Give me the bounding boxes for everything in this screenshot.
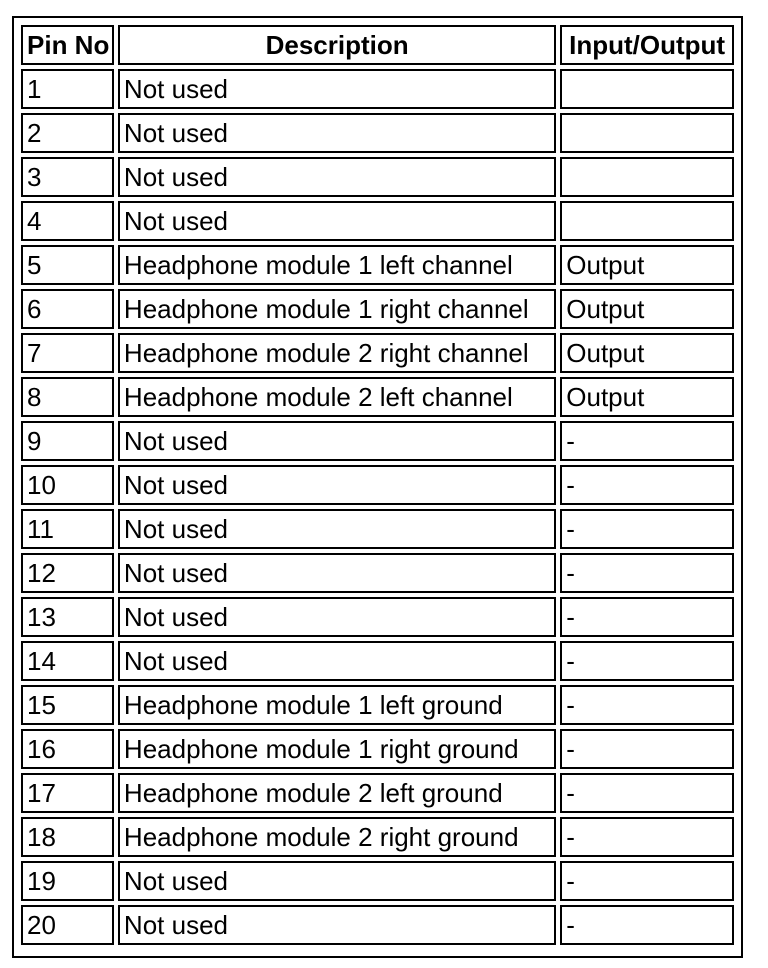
table-row [21, 509, 734, 549]
table-row [21, 553, 734, 593]
input-output-cell: - [560, 817, 734, 857]
pin-number-cell: 6 [21, 289, 114, 329]
table-row [21, 421, 734, 461]
table-row [21, 773, 734, 813]
table-row [21, 817, 734, 857]
description-cell: Headphone module 2 right channel [118, 333, 556, 373]
input-output-cell: - [560, 597, 734, 637]
pin-number-cell: 4 [21, 201, 114, 241]
input-output-cell: - [560, 641, 734, 681]
header-description: Description [118, 25, 556, 65]
pin-number-cell: 11 [21, 509, 114, 549]
description-cell: Headphone module 2 left ground [118, 773, 556, 813]
input-output-cell: Output [560, 333, 734, 373]
pin-rows [21, 69, 734, 945]
pin-number-cell: 3 [21, 157, 114, 197]
input-output-cell: - [560, 421, 734, 461]
table-row [21, 377, 734, 417]
table-row [21, 289, 734, 329]
input-output-cell: - [560, 509, 734, 549]
description-cell: Headphone module 1 right channel [118, 289, 556, 329]
pin-number-cell: 8 [21, 377, 114, 417]
description-cell: Not used [118, 69, 556, 109]
header-input-output: Input/Output [560, 25, 734, 65]
description-cell: Not used [118, 113, 556, 153]
description-cell: Headphone module 1 left channel [118, 245, 556, 285]
table-row [21, 245, 734, 285]
pin-table-frame [12, 16, 743, 958]
table-row [21, 905, 734, 945]
table-row [21, 157, 734, 197]
pin-number-cell: 9 [21, 421, 114, 461]
description-cell: Not used [118, 641, 556, 681]
input-output-cell: Output [560, 289, 734, 329]
pin-number-cell: 12 [21, 553, 114, 593]
pin-number-cell: 19 [21, 861, 114, 901]
description-cell: Headphone module 2 left channel [118, 377, 556, 417]
input-output-cell: - [560, 729, 734, 769]
input-output-cell: - [560, 553, 734, 593]
header-pin-no: Pin No [21, 25, 114, 65]
pin-number-cell: 5 [21, 245, 114, 285]
input-output-cell: - [560, 685, 734, 725]
description-cell: Not used [118, 509, 556, 549]
description-cell: Headphone module 1 right ground [118, 729, 556, 769]
description-cell: Not used [118, 905, 556, 945]
table-row [21, 113, 734, 153]
table-row [21, 201, 734, 241]
input-output-cell: Output [560, 377, 734, 417]
input-output-cell: - [560, 773, 734, 813]
description-cell: Headphone module 1 left ground [118, 685, 556, 725]
input-output-cell [560, 201, 734, 241]
input-output-cell: Output [560, 245, 734, 285]
pin-number-cell: 1 [21, 69, 114, 109]
description-cell: Not used [118, 861, 556, 901]
table-row [21, 333, 734, 373]
header-row [21, 25, 734, 65]
input-output-cell [560, 69, 734, 109]
input-output-cell [560, 157, 734, 197]
table-row [21, 641, 734, 681]
pin-number-cell: 16 [21, 729, 114, 769]
pin-number-cell: 17 [21, 773, 114, 813]
input-output-cell [560, 113, 734, 153]
pin-table [17, 21, 738, 949]
table-row [21, 69, 734, 109]
pin-number-cell: 20 [21, 905, 114, 945]
table-row [21, 685, 734, 725]
description-cell: Not used [118, 553, 556, 593]
table-row [21, 729, 734, 769]
pin-number-cell: 7 [21, 333, 114, 373]
pin-number-cell: 15 [21, 685, 114, 725]
pin-number-cell: 18 [21, 817, 114, 857]
input-output-cell: - [560, 465, 734, 505]
description-cell: Not used [118, 421, 556, 461]
table-row [21, 597, 734, 637]
pin-number-cell: 14 [21, 641, 114, 681]
description-cell: Headphone module 2 right ground [118, 817, 556, 857]
description-cell: Not used [118, 157, 556, 197]
input-output-cell: - [560, 905, 734, 945]
table-row [21, 465, 734, 505]
table-row [21, 861, 734, 901]
description-cell: Not used [118, 201, 556, 241]
description-cell: Not used [118, 465, 556, 505]
pin-number-cell: 2 [21, 113, 114, 153]
description-cell: Not used [118, 597, 556, 637]
pin-number-cell: 13 [21, 597, 114, 637]
input-output-cell: - [560, 861, 734, 901]
pin-number-cell: 10 [21, 465, 114, 505]
